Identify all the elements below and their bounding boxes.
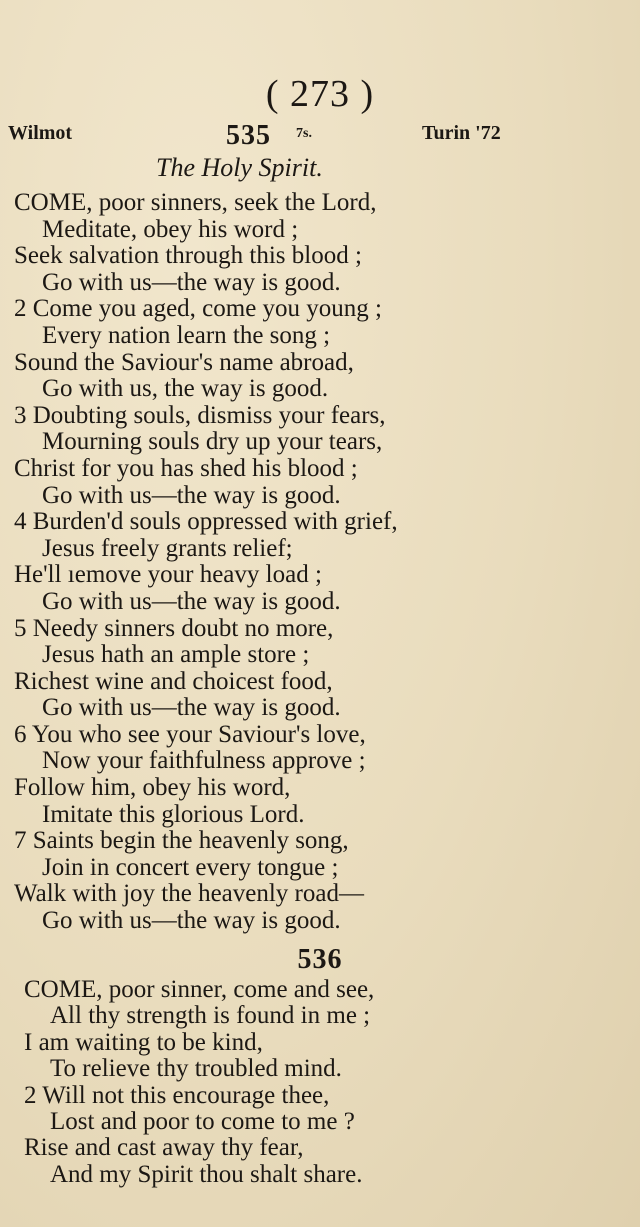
verse-line: He'll ıemove your heavy load ; xyxy=(14,561,322,589)
hymn-536-text xyxy=(0,977,640,1188)
verse-line: I am waiting to be kind, xyxy=(24,1028,263,1056)
verse-line: Sound the Saviour's name abroad, xyxy=(14,348,354,376)
verse-line: Now your faithfulness approve ; xyxy=(42,747,366,775)
verse-line: Follow him, obey his word, xyxy=(14,774,291,802)
verse-line: 2 Come you aged, come you young ; xyxy=(14,295,382,323)
hymn-535-header xyxy=(0,120,640,154)
verse-line: Rise and cast away thy fear, xyxy=(24,1134,304,1162)
verse-line: Seek salvation through this blood ; xyxy=(14,242,362,270)
verse-line: Jesus hath an ample store ; xyxy=(42,641,310,669)
verse-line: 5 Needy sinners doubt no more, xyxy=(14,614,334,642)
tune-name-left: Wilmot xyxy=(8,122,73,144)
verse-line: Go with us, the way is good. xyxy=(42,375,329,403)
verse-line: Walk with joy the heavenly road— xyxy=(14,880,364,908)
verse-line: COME, poor sinners, seek the Lord, xyxy=(14,189,377,216)
verse-line: Go with us—the way is good. xyxy=(42,268,341,296)
hymn-number: 536 xyxy=(297,944,343,975)
verse-line: 7 Saints begin the heavenly song, xyxy=(14,827,349,855)
verse-line: Go with us—the way is good. xyxy=(42,481,341,509)
hymn-meter: 7s. xyxy=(296,126,312,141)
verse-line: To relieve thy troubled mind. xyxy=(50,1055,342,1083)
hymn-535-text xyxy=(0,190,640,935)
verse-line: Meditate, obey his word ; xyxy=(42,215,299,243)
verse-line: Lost and poor to come to me ? xyxy=(50,1107,355,1135)
verse-line: Mourning souls dry up your tears, xyxy=(42,428,383,456)
verse-line: Join in concert every tongue ; xyxy=(42,853,339,881)
verse-line: 3 Doubting souls, dismiss your fears, xyxy=(14,401,386,429)
verse-line: Go with us—the way is good. xyxy=(42,694,341,722)
verse-line: Imitate this glorious Lord. xyxy=(42,800,305,828)
verse-line: 4 Burden'd souls oppressed with grief, xyxy=(14,508,398,536)
verse-line: COME, poor sinner, come and see, xyxy=(24,976,375,1003)
page-number: ( 273 ) xyxy=(265,73,375,115)
verse-line: All thy strength is found in me ; xyxy=(50,1002,371,1030)
hymn-title: The Holy Spirit. xyxy=(156,153,323,182)
verse-line: Christ for you has shed his blood ; xyxy=(14,454,358,482)
verse-line: Go with us—the way is good. xyxy=(42,587,341,615)
verse-line: Go with us—the way is good. xyxy=(42,907,341,935)
verse-line: 6 You who see your Saviour's love, xyxy=(14,720,366,748)
verse-line: Richest wine and choicest food, xyxy=(14,667,333,695)
hymn-number: 535 xyxy=(226,120,271,151)
verse-line: 2 Will not this encourage thee, xyxy=(24,1081,330,1109)
verse-line: And my Spirit thou shalt share. xyxy=(50,1160,363,1188)
verse-line: Every nation learn the song ; xyxy=(42,321,331,349)
verse-line: Jesus freely grants relief; xyxy=(42,534,293,562)
tune-name-right: Turin '72 xyxy=(422,122,501,144)
